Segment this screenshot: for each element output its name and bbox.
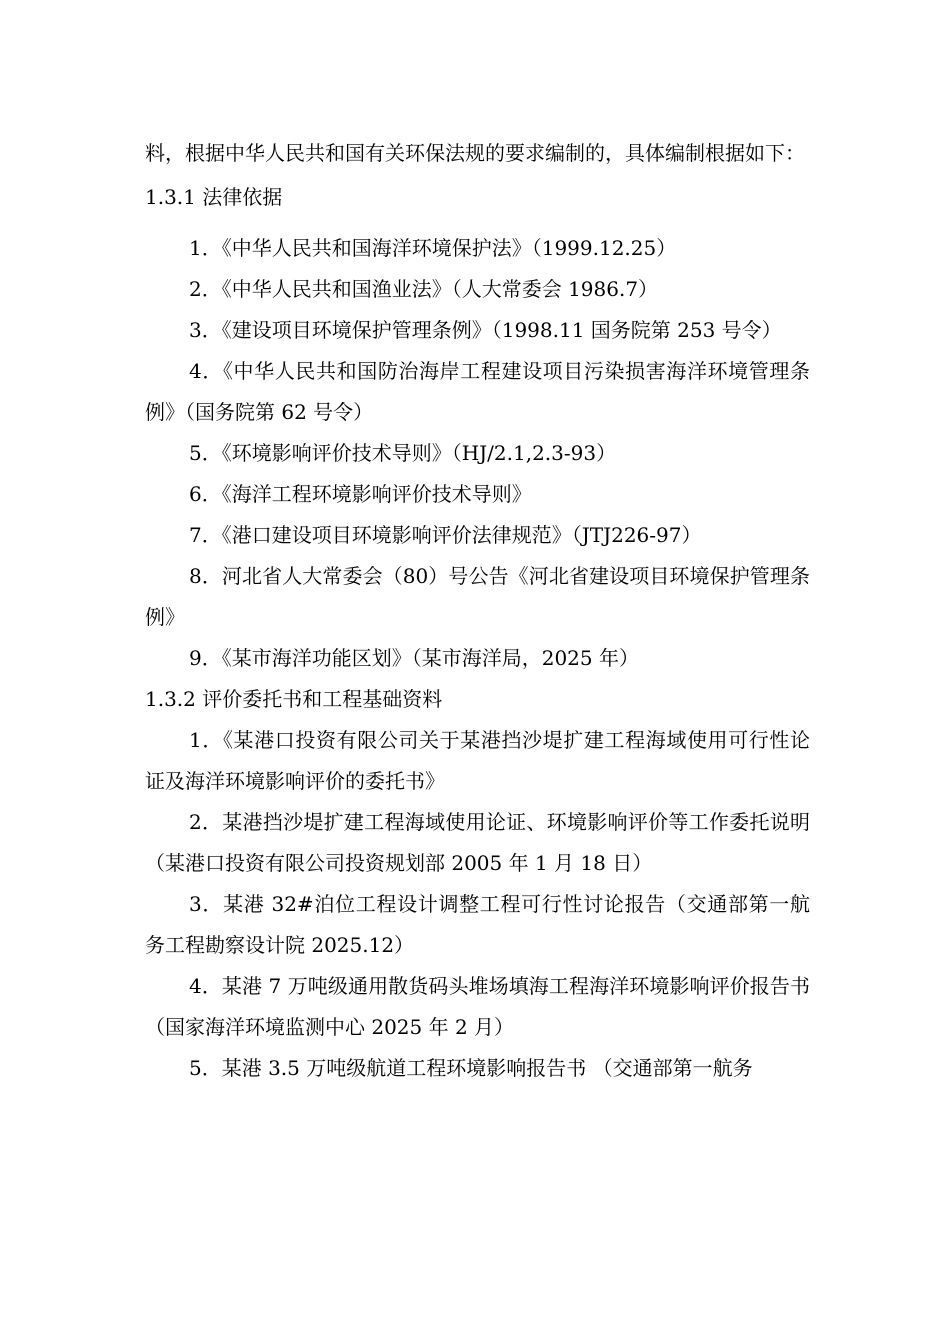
section-heading-legal-basis: 1.3.1 法律依据 xyxy=(145,185,283,209)
list-item: 2．《中华人民共和国渔业法》（人大常委会 1986.7） xyxy=(189,277,659,301)
list-item: 3．《建设项目环境保护管理条例》（1998.11 国务院第 253 号令） xyxy=(189,318,782,342)
list-item: 1．《某港口投资有限公司关于某港挡沙堤扩建工程海域使用可行性论证及海洋环境影响评价的委托书》 xyxy=(145,728,810,793)
list-item: 7．《港口建设项目环境影响评价法律规范》（JTJ226-97） xyxy=(189,523,702,547)
legal-basis-list xyxy=(145,228,810,679)
commission-materials-list xyxy=(145,720,810,1089)
list-item: 9．《某市海洋功能区划》（某市海洋局，2025 年） xyxy=(189,646,639,670)
section-heading-commission-materials: 1.3.2 评价委托书和工程基础资料 xyxy=(145,687,443,711)
list-item: 6．《海洋工程环境影响评价技术导则》 xyxy=(189,482,532,506)
list-item: 5．某港 3.5 万吨级航道工程环境影响报告书 （交通部第一航务 xyxy=(189,1056,753,1080)
list-item: 3．某港 32#泊位工程设计调整工程可行性讨论报告（交通部第一航务工程勘察设计院 2025.12） xyxy=(145,892,810,957)
list-item: 8．河北省人大常委会（80）号公告《河北省建设项目环境保护管理条例》 xyxy=(145,564,810,629)
document-page xyxy=(145,133,810,1089)
list-item: 4．《中华人民共和国防治海岸工程建设项目污染损害海洋环境管理条例》（国务院第 62 号令） xyxy=(145,359,810,424)
list-item: 1．《中华人民共和国海洋环境保护法》（1999.12.25） xyxy=(189,236,677,260)
list-item: 2．某港挡沙堤扩建工程海域使用论证、环境影响评价等工作委托说明 （某港口投资有限公司投资规划部 2005 年 1 月 18 日） xyxy=(145,810,810,875)
list-item: 5．《环境影响评价技术导则》（HJ/2.1,2.3-93） xyxy=(189,441,617,465)
list-item: 4．某港 7 万吨级通用散货码头堆场填海工程海洋环境影响评价报告书 （国家海洋环境监测中心 2025 年 2 月） xyxy=(145,974,810,1039)
intro-paragraph: 料，根据中华人民共和国有关环保法规的要求编制的，具体编制根据如下： xyxy=(145,141,805,165)
